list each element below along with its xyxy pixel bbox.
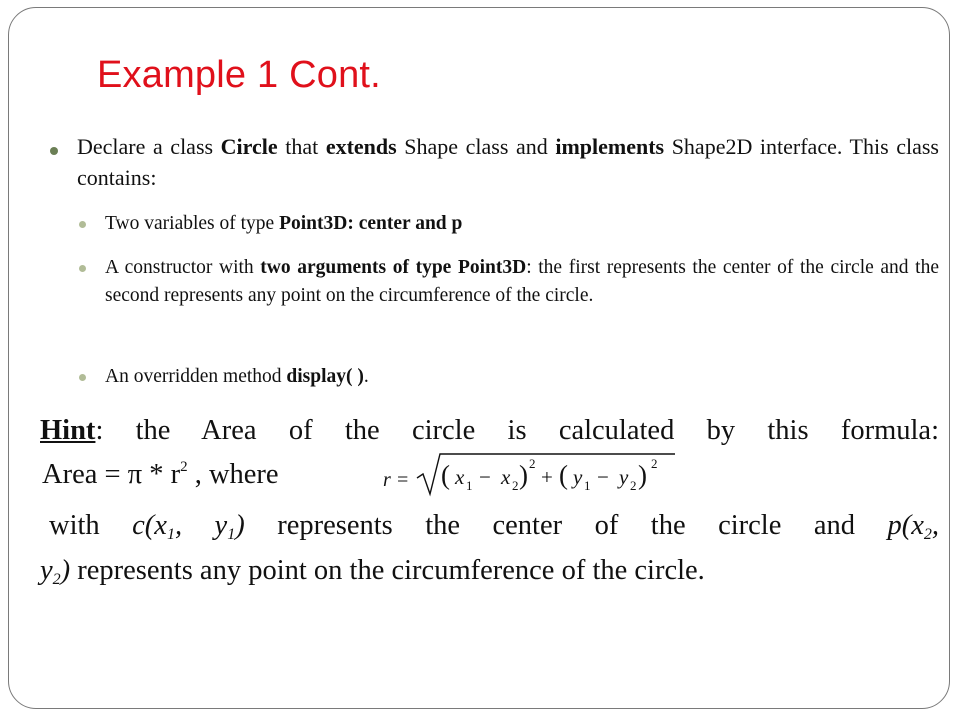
svg-text:r =: r =: [383, 469, 410, 491]
sub-bullet-marker: [79, 221, 86, 228]
hint-line: Hint: the Area of the circle is calculated by this formula:: [40, 415, 939, 446]
area-formula-text: Area = π * $r^2$ , where: [42, 459, 279, 490]
definition-line-2: $y_2$) represents any point on the circumference of the circle.: [40, 555, 705, 588]
svg-text:−: −: [479, 465, 491, 489]
sub-bullet-variables: Two variables of type Point3D: center and p: [105, 213, 463, 234]
bullet-marker: [50, 147, 58, 155]
svg-text:−: −: [597, 465, 609, 489]
svg-text:2: 2: [630, 478, 637, 493]
svg-text:+: +: [541, 465, 553, 489]
svg-text:(: (: [559, 460, 568, 490]
radius-formula: [383, 450, 683, 500]
svg-text:2: 2: [529, 456, 536, 471]
svg-text:1: 1: [584, 478, 591, 493]
svg-text:): ): [519, 460, 528, 490]
svg-text:(: (: [441, 460, 450, 490]
slide-frame: [8, 7, 950, 709]
hint-label: Hint: [40, 415, 96, 446]
sub-bullet-marker: [79, 374, 86, 381]
slide-title: Example 1 Cont.: [97, 54, 381, 96]
svg-text:): ): [638, 460, 647, 490]
sub-bullet-display: An overridden method display( ).: [105, 366, 369, 387]
svg-text:y: y: [573, 465, 583, 489]
sub-bullet-marker: [79, 265, 86, 272]
svg-text:x: x: [455, 465, 465, 489]
svg-text:y: y: [619, 465, 629, 489]
svg-text:1: 1: [466, 478, 473, 493]
svg-text:x: x: [501, 465, 511, 489]
main-bullet-text: Declare a class Circle that extends Shape class and implements Shape2D interface. This class contains:: [77, 134, 939, 190]
sub-bullet-constructor: A constructor with two arguments of type Point3D: the first represents the center of the circle and the second represents any point on the circumference of the circle.: [105, 257, 940, 306]
svg-text:2: 2: [651, 456, 658, 471]
svg-text:2: 2: [512, 478, 519, 493]
definition-line-1: with $c(x_1$, $y_1$) represents the center of the circle and $p(x_2$,: [49, 510, 940, 543]
